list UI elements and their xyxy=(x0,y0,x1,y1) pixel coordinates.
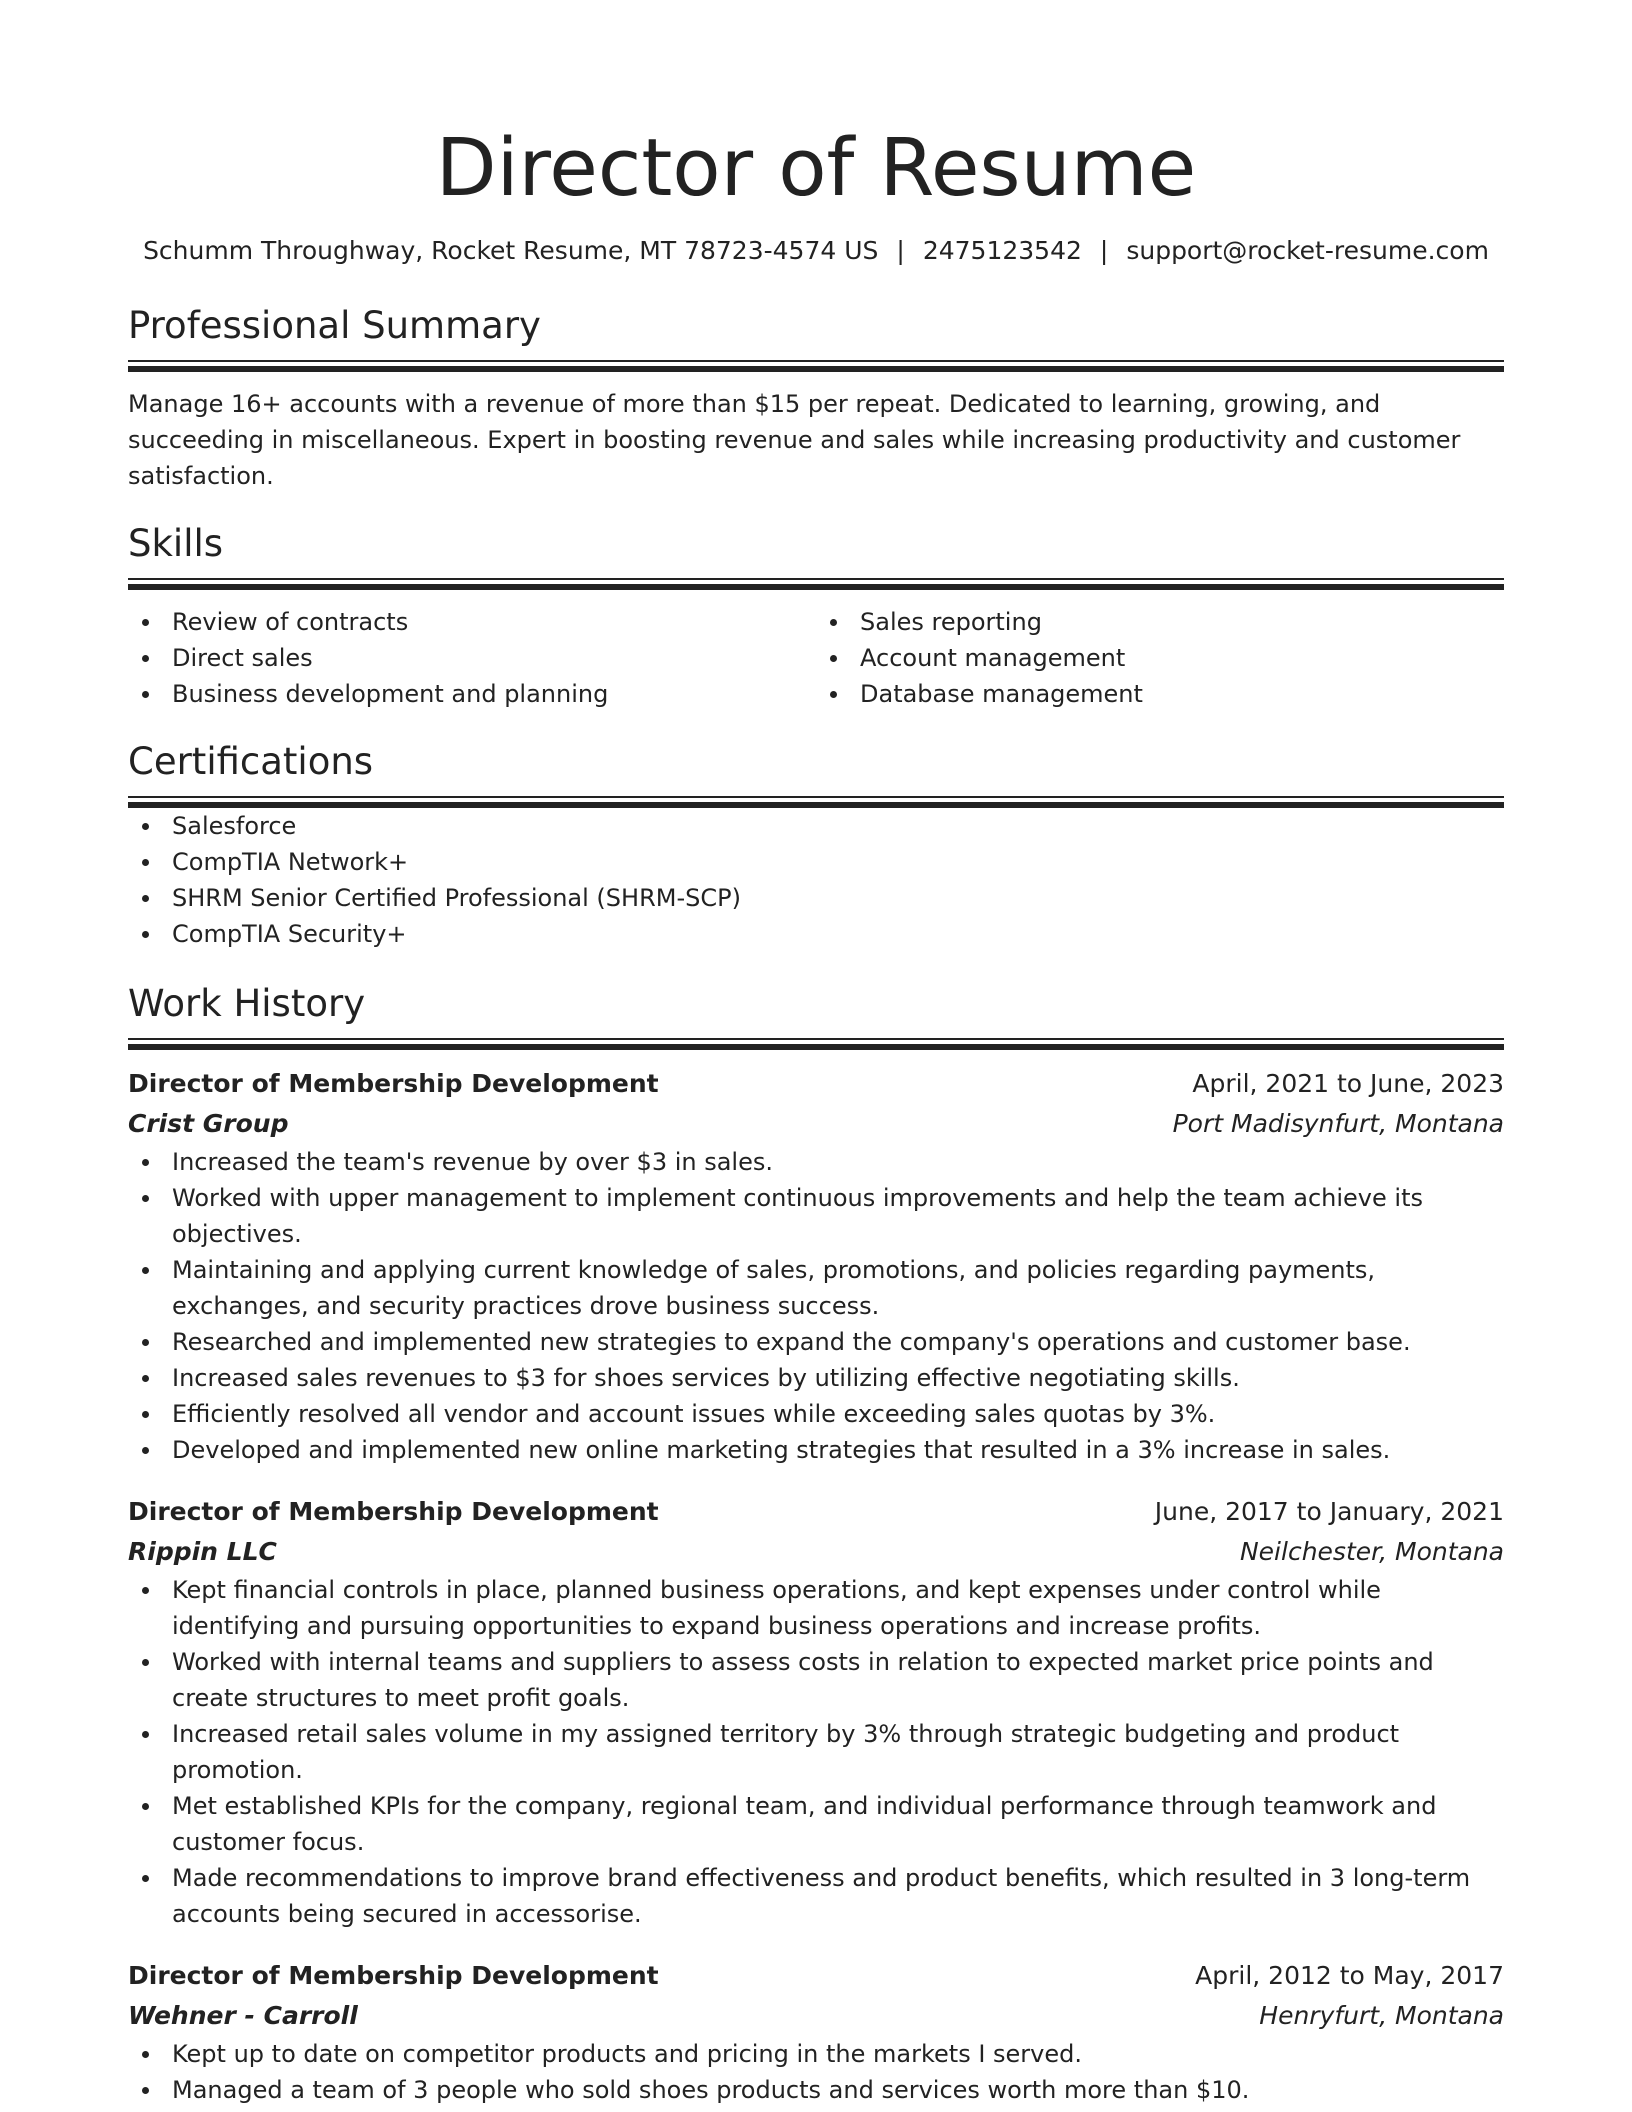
section-title-skills: Skills xyxy=(128,522,224,565)
section-divider xyxy=(128,796,1504,808)
job-location: Neilchester, Montana xyxy=(1239,1537,1504,1566)
summary-text: Manage 16+ accounts with a revenue of more than $15 per repeat. Dedicated to learning, growing, and succeeding in miscellaneous. Expert in boosting revenue and sales while increasing productivity and customer satisfaction. xyxy=(128,390,1461,490)
job-bullet: Worked with upper management to implement continuous improvements and help the team achieve its objectives. xyxy=(128,1180,1504,1252)
contact-line xyxy=(128,234,1504,268)
job-entry xyxy=(128,1956,1504,2108)
contact-email[interactable]: support@rocket-resume.com xyxy=(1126,236,1489,265)
contact-separator: | xyxy=(1099,236,1109,265)
section-title-summary: Professional Summary xyxy=(128,304,541,347)
certification-item: CompTIA Network+ xyxy=(128,844,1504,880)
skill-item: Business development and planning xyxy=(128,676,816,712)
job-bullets xyxy=(128,1572,1504,1932)
job-bullet: Kept up to date on competitor products and pricing in the markets I served. xyxy=(128,2036,1504,2072)
certifications-list xyxy=(128,808,1504,952)
job-bullets xyxy=(128,2036,1504,2108)
job-title: Director of Membership Development xyxy=(128,1961,659,1990)
job-bullet: Maintaining and applying current knowledge of sales, promotions, and policies regarding payments, exchanges, and security practices drove business success. xyxy=(128,1252,1504,1324)
certification-item: SHRM Senior Certified Professional (SHRM-SCP) xyxy=(128,880,1504,916)
job-entry xyxy=(128,1492,1504,1932)
skills-grid xyxy=(128,604,1504,712)
job-header xyxy=(128,1956,1504,1996)
job-dates: June, 2017 to January, 2021 xyxy=(1154,1497,1504,1526)
skill-item: Database management xyxy=(816,676,1504,712)
job-bullet: Efficiently resolved all vendor and account issues while exceeding sales quotas by 3%. xyxy=(128,1396,1504,1432)
skill-item: Sales reporting xyxy=(816,604,1504,640)
job-title: Director of Membership Development xyxy=(128,1069,659,1098)
section-divider xyxy=(128,1038,1504,1050)
summary-section xyxy=(128,302,1504,494)
contact-address: Schumm Throughway, Rocket Resume, MT 78723-4574 US xyxy=(143,236,879,265)
contact-separator: | xyxy=(896,236,905,265)
job-dates: April, 2021 to June, 2023 xyxy=(1192,1069,1504,1098)
job-bullet: Worked with internal teams and suppliers to assess costs in relation to expected market price points and create structures to meet profit goals. xyxy=(128,1644,1504,1716)
job-bullet: Managed a team of 3 people who sold shoes products and services worth more than $10. xyxy=(128,2072,1504,2108)
job-bullet: Researched and implemented new strategies to expand the company's operations and customer base. xyxy=(128,1324,1504,1360)
resume-name: Director of Resume xyxy=(435,122,1197,214)
section-divider xyxy=(128,360,1504,372)
job-bullet: Increased the team's revenue by over $3 in sales. xyxy=(128,1144,1504,1180)
certifications-section xyxy=(128,738,1504,952)
job-subheader xyxy=(128,1996,1504,2036)
job-dates: April, 2012 to May, 2017 xyxy=(1195,1961,1504,1990)
skills-section xyxy=(128,520,1504,712)
job-company: Wehner - Carroll xyxy=(128,2001,358,2030)
job-title: Director of Membership Development xyxy=(128,1497,659,1526)
skill-item: Direct sales xyxy=(128,640,816,676)
job-header xyxy=(128,1492,1504,1532)
job-subheader xyxy=(128,1104,1504,1144)
contact-phone: 2475123542 xyxy=(922,236,1082,265)
job-bullets xyxy=(128,1144,1504,1468)
section-title-work-history: Work History xyxy=(128,982,366,1025)
job-bullet: Developed and implemented new online marketing strategies that resulted in a 3% increase in sales. xyxy=(128,1432,1504,1468)
job-bullet: Met established KPIs for the company, regional team, and individual performance through teamwork and customer focus. xyxy=(128,1788,1504,1860)
certification-item: Salesforce xyxy=(128,808,1504,844)
work-history-section xyxy=(128,980,1504,2108)
job-bullet: Made recommendations to improve brand effectiveness and product benefits, which resulted in 3 long-term accounts being secured in accessorise. xyxy=(128,1860,1504,1932)
skills-list-right xyxy=(816,604,1504,712)
job-bullet: Kept financial controls in place, planned business operations, and kept expenses under control while identifying and pursuing opportunities to expand business operations and increase profits. xyxy=(128,1572,1504,1644)
skills-list-left xyxy=(128,604,816,712)
section-title-certifications: Certifications xyxy=(128,740,374,783)
section-divider xyxy=(128,578,1504,590)
job-location: Henryfurt, Montana xyxy=(1259,2001,1504,2030)
certification-item: CompTIA Security+ xyxy=(128,916,1504,952)
job-subheader xyxy=(128,1532,1504,1572)
job-bullet: Increased retail sales volume in my assigned territory by 3% through strategic budgeting and product promotion. xyxy=(128,1716,1504,1788)
job-entry xyxy=(128,1064,1504,1468)
skill-item: Review of contracts xyxy=(128,604,816,640)
job-header xyxy=(128,1064,1504,1104)
job-company: Rippin LLC xyxy=(128,1537,277,1566)
job-company: Crist Group xyxy=(128,1109,289,1138)
job-location: Port Madisynfurt, Montana xyxy=(1172,1109,1504,1138)
skill-item: Account management xyxy=(816,640,1504,676)
job-bullet: Increased sales revenues to $3 for shoes services by utilizing effective negotiating skills. xyxy=(128,1360,1504,1396)
